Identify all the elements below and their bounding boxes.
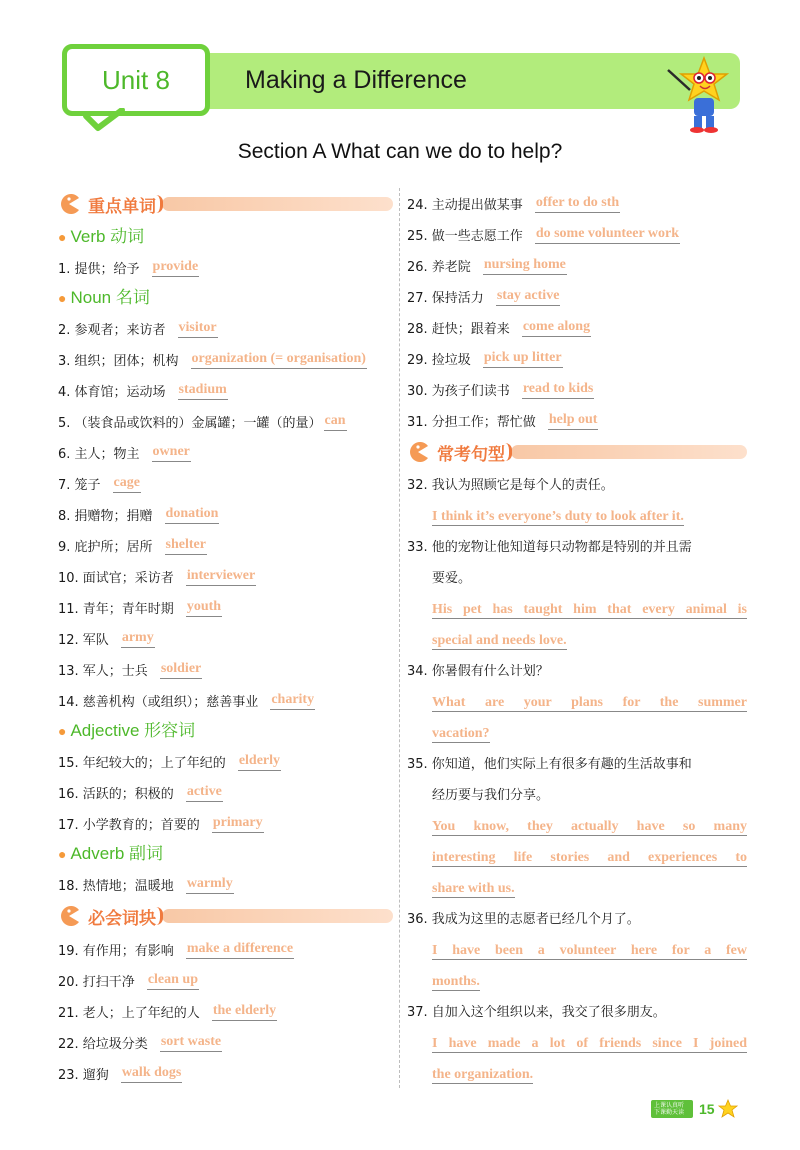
right-column bbox=[407, 188, 747, 1090]
vocab-item: 9. 庇护所；居所 shelter bbox=[58, 537, 206, 555]
sentence-en: months. bbox=[432, 974, 480, 989]
vocab-item: 13. 军人；士兵 soldier bbox=[58, 661, 202, 679]
sentence-en: I have been a volunteer here for a few bbox=[432, 943, 747, 958]
sentence-en: special and needs love. bbox=[432, 633, 567, 648]
phrase-item: 23. 遛狗 walk dogs bbox=[58, 1065, 182, 1083]
vocab-item: 14. 慈善机构（或组织）；慈善事业 charity bbox=[58, 692, 315, 710]
vocab-item: 7. 笼子 cage bbox=[58, 475, 140, 493]
phrase-item: 20. 打扫干净 clean up bbox=[58, 972, 198, 990]
phrase-item: 30. 为孩子们读书 read to kids bbox=[407, 381, 594, 399]
phrase-item: 27. 保持活力 stay active bbox=[407, 288, 560, 306]
phrases-section-header bbox=[58, 900, 393, 932]
sentence-zh: 35. 你知道，他们实际上有很多有趣的生活故事和 bbox=[407, 757, 692, 772]
sentence-zh: 经历要与我们分享。 bbox=[432, 788, 550, 803]
pacman-icon bbox=[407, 441, 429, 463]
star-mascot-small-icon bbox=[718, 1099, 738, 1119]
sentence-item bbox=[407, 470, 747, 532]
phrase-item: 25. 做一些志愿工作 do some volunteer work bbox=[407, 226, 680, 244]
phrase-item: 26. 养老院 nursing home bbox=[407, 257, 566, 275]
sentence-zh: 34. 你暑假有什么计划？ bbox=[407, 664, 549, 679]
unit-label: Unit 8 bbox=[102, 64, 170, 95]
sentence-zh: 36. 我成为这里的志愿者已经几个月了。 bbox=[407, 912, 640, 927]
phrase-item: 28. 赶快；跟着来 come along bbox=[407, 319, 591, 337]
unit-badge bbox=[62, 44, 210, 116]
vocab-section-title: 重点单词 bbox=[88, 196, 156, 217]
phrases-section-title: 必会词块 bbox=[88, 908, 156, 929]
sentence-en: You know, they actually have so many bbox=[432, 819, 747, 834]
sentence-zh: 要爱。 bbox=[432, 571, 472, 586]
section-bar bbox=[511, 445, 747, 459]
phrase-item: 21. 老人；上了年纪的人 the elderly bbox=[58, 1003, 277, 1021]
sentences-section-title: 常考句型 bbox=[437, 444, 505, 465]
sentence-en: What are your plans for the summer bbox=[432, 695, 747, 710]
sentence-en: I have made a lot of friends since I joined bbox=[432, 1036, 747, 1051]
sentence-en: I think it’s everyone’s duty to look after it. bbox=[432, 509, 684, 524]
section-bar bbox=[162, 197, 393, 211]
phrase-item: 19. 有作用；有影响 make a difference bbox=[58, 941, 294, 959]
phrase-item: 29. 捡垃圾 pick up litter bbox=[407, 350, 562, 368]
vocab-item: 10. 面试官；采访者 interviewer bbox=[58, 568, 256, 586]
phrase-item: 22. 给垃圾分类 sort waste bbox=[58, 1034, 222, 1052]
vocab-item: 6. 主人；物主 owner bbox=[58, 444, 190, 462]
page-footer bbox=[651, 1099, 738, 1119]
star-mascot-icon bbox=[664, 56, 736, 134]
vocab-item: 17. 小学教育的；首要的 primary bbox=[58, 815, 263, 833]
checkmark-icon bbox=[82, 108, 126, 134]
section-title: Section A What can we do to help? bbox=[237, 140, 563, 163]
pos-heading-verb: ● Verb 动词 bbox=[58, 227, 145, 246]
sentence-zh: 37. 自加入这个组织以来，我交了很多朋友。 bbox=[407, 1005, 666, 1020]
pos-heading-noun: ● Noun 名词 bbox=[58, 288, 150, 307]
page-number: 15 bbox=[699, 1101, 715, 1117]
unit-title: Making a Difference bbox=[245, 66, 467, 94]
sentence-item bbox=[407, 997, 747, 1090]
vocab-item: 5. （装食品或饮料的）金属罐；一罐（的量） can bbox=[58, 413, 346, 431]
vocab-item: 2. 参观者；来访者 visitor bbox=[58, 320, 217, 338]
vocab-item: 1. 提供；给予 provide bbox=[58, 259, 199, 277]
vocab-item: 12. 军队 army bbox=[58, 630, 154, 648]
sentence-item bbox=[407, 532, 747, 656]
vocab-item: 18. 热情地；温暖地 warmly bbox=[58, 876, 233, 894]
pos-heading-adverb: ● Adverb 副词 bbox=[58, 844, 164, 863]
vocab-item: 3. 组织；团体；机构 organization (= organisation) bbox=[58, 351, 366, 369]
pacman-icon bbox=[58, 905, 80, 927]
vocab-item: 16. 活跃的；积极的 active bbox=[58, 784, 222, 802]
sentence-en: His pet has taught him that every animal is bbox=[432, 602, 747, 617]
sentence-en: the organization. bbox=[432, 1067, 534, 1082]
sentence-en: interesting life stories and experiences to bbox=[432, 850, 747, 865]
sentence-en: vacation? bbox=[432, 726, 490, 741]
sentence-zh: 32. 我认为照顾它是每个人的责任。 bbox=[407, 478, 614, 493]
pos-heading-adjective: ● Adjective 形容词 bbox=[58, 721, 196, 740]
sentence-zh: 33. 他的宠物让他知道每只动物都是特别的并且需 bbox=[407, 540, 692, 555]
vocab-item: 4. 体育馆；运动场 stadium bbox=[58, 382, 227, 400]
sentence-item bbox=[407, 749, 747, 904]
vocab-item: 11. 青年；青年时期 youth bbox=[58, 599, 222, 617]
pacman-icon bbox=[58, 193, 80, 215]
sentence-item bbox=[407, 904, 747, 997]
phrase-item: 24. 主动提出做某事 offer to do sth bbox=[407, 195, 620, 213]
footer-tag: 上课认真听 下课勤天读 bbox=[651, 1100, 693, 1118]
vocab-section-header bbox=[58, 188, 393, 220]
vocab-item: 8. 捐赠物；捐赠 donation bbox=[58, 506, 219, 524]
vocab-item: 15. 年纪较大的；上了年纪的 elderly bbox=[58, 753, 281, 771]
column-divider bbox=[399, 188, 400, 1088]
sentences-section-header bbox=[407, 436, 747, 468]
sentence-item bbox=[407, 656, 747, 749]
phrase-item: 31. 分担工作；帮忙做 help out bbox=[407, 412, 598, 430]
sentence-en: share with us. bbox=[432, 881, 515, 896]
left-column bbox=[58, 188, 393, 1089]
section-bar bbox=[162, 909, 393, 923]
